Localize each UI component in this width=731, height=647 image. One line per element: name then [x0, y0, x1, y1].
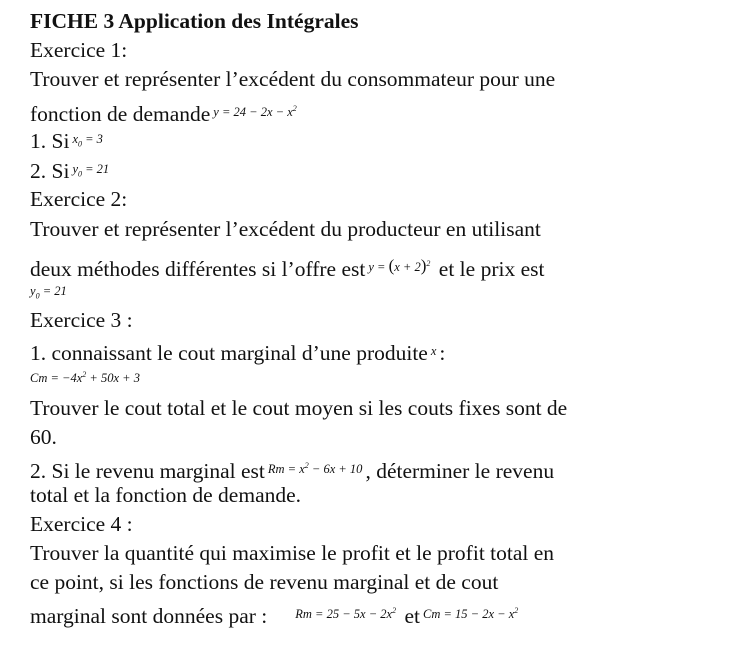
exercise-1-heading: Exercice 1: — [30, 38, 128, 62]
exercise-4-cost-formula — [423, 607, 518, 621]
exercise-3-text-line-2: Trouver le cout total et le cout moyen si les couts fixes sont de — [30, 396, 568, 420]
exercise-3-text-line-5: total et la fonction de demande. — [30, 483, 302, 507]
demand-function-body: y = 24 − 2x − x — [213, 105, 293, 119]
price-variable: y — [30, 284, 36, 298]
marginal-cost-part-2: + 50x + 3 — [86, 371, 140, 385]
exercise-2-offre-label: deux méthodes différentes si l’offre est — [30, 257, 366, 281]
demand-function-formula — [213, 105, 296, 119]
exercise-1-question-2 — [30, 156, 112, 188]
exercise-4-et: et — [404, 604, 420, 628]
supply-function-left: y = — [368, 260, 389, 274]
y0-variable: y — [72, 162, 78, 176]
exercise-4-cost-body: Cm = 15 − 2x − x — [422, 607, 515, 621]
exercise-1-question-1 — [30, 126, 106, 158]
exercise-4-heading: Exercice 4 : — [30, 512, 133, 536]
x0-variable: x — [72, 132, 78, 146]
exercise-3-cout-label: 1. connaissant le cout marginal d’une produite — [30, 341, 428, 365]
exercise-4-text-line-3 — [30, 598, 521, 629]
question-1-label: 1. Si — [30, 129, 70, 153]
exercise-4-revenue-exponent: 2 — [392, 606, 397, 615]
exercise-2-text-line-2 — [30, 251, 544, 282]
exercise-4-text-line-2: ce point, si les fonctions de revenu marginal et de cout — [30, 570, 499, 594]
exercise-1-text-line-1: Trouver et représenter l’excédent du consommateur pour une — [30, 67, 556, 91]
exercise-3-determiner-text: , déterminer le revenu — [365, 459, 555, 483]
price-value: = 21 — [39, 284, 67, 298]
exercise-4-cost-exponent: 2 — [514, 606, 519, 615]
exercise-2-prix-label: et le prix est — [438, 257, 545, 281]
marginal-revenue-part-2: − 6x + 10 — [308, 462, 363, 476]
supply-function-formula: y = (x + 2)2 — [368, 256, 431, 275]
exercise-2-text-line-1: Trouver et représenter l’excédent du producteur en utilisant — [30, 217, 541, 241]
marginal-revenue-exponent: 2 — [304, 461, 309, 470]
x0-index: 0 — [78, 139, 82, 149]
exercise-3-colon: : — [439, 341, 446, 365]
question-2-label: 2. Si — [30, 159, 70, 183]
y0-index: 0 — [78, 169, 82, 179]
x-variable: x — [430, 344, 437, 358]
exercise-4-revenue-formula — [295, 607, 396, 621]
x0-value: = 3 — [82, 132, 103, 146]
y0-value: = 21 — [82, 162, 110, 176]
exercise-3-heading: Exercice 3 : — [30, 308, 133, 332]
exercise-4-text-line-1: Trouver la quantité qui maximise le profit et le profit total en — [30, 541, 555, 565]
marginal-cost-part-1: Cm = −4x — [30, 371, 83, 385]
marginal-cost-formula — [30, 371, 140, 385]
exercise-2-heading: Exercice 2: — [30, 187, 128, 211]
supply-function-inner: x + 2 — [394, 260, 421, 274]
marginal-revenue-formula — [268, 462, 363, 476]
demand-function-exponent: 2 — [292, 104, 297, 113]
page-title: FICHE 3 Application des Intégrales — [30, 9, 359, 33]
x0-condition — [72, 132, 103, 149]
y0-condition — [72, 162, 110, 179]
marginal-cost-exponent: 2 — [82, 370, 87, 379]
exercise-3-text-line-4 — [30, 453, 554, 484]
exercise-1-text-line-2 — [30, 96, 300, 127]
exercise-4-donnees-label: marginal sont données par : — [30, 604, 268, 628]
supply-function-exponent: 2 — [426, 259, 431, 268]
price-condition — [30, 284, 67, 301]
price-index: 0 — [35, 291, 40, 301]
exercise-2-price-line — [30, 277, 70, 310]
exercise-1-demande-label: fonction de demande — [30, 102, 211, 126]
marginal-revenue-part-1: Rm = x — [267, 462, 305, 476]
exercise-4-revenue-body: Rm = 25 − 5x − 2x — [295, 607, 393, 621]
marginal-cost-line — [30, 362, 143, 391]
exercise-3-revenu-label: 2. Si le revenu marginal est — [30, 459, 265, 483]
exercise-3-text-line-3: 60. — [30, 425, 57, 449]
